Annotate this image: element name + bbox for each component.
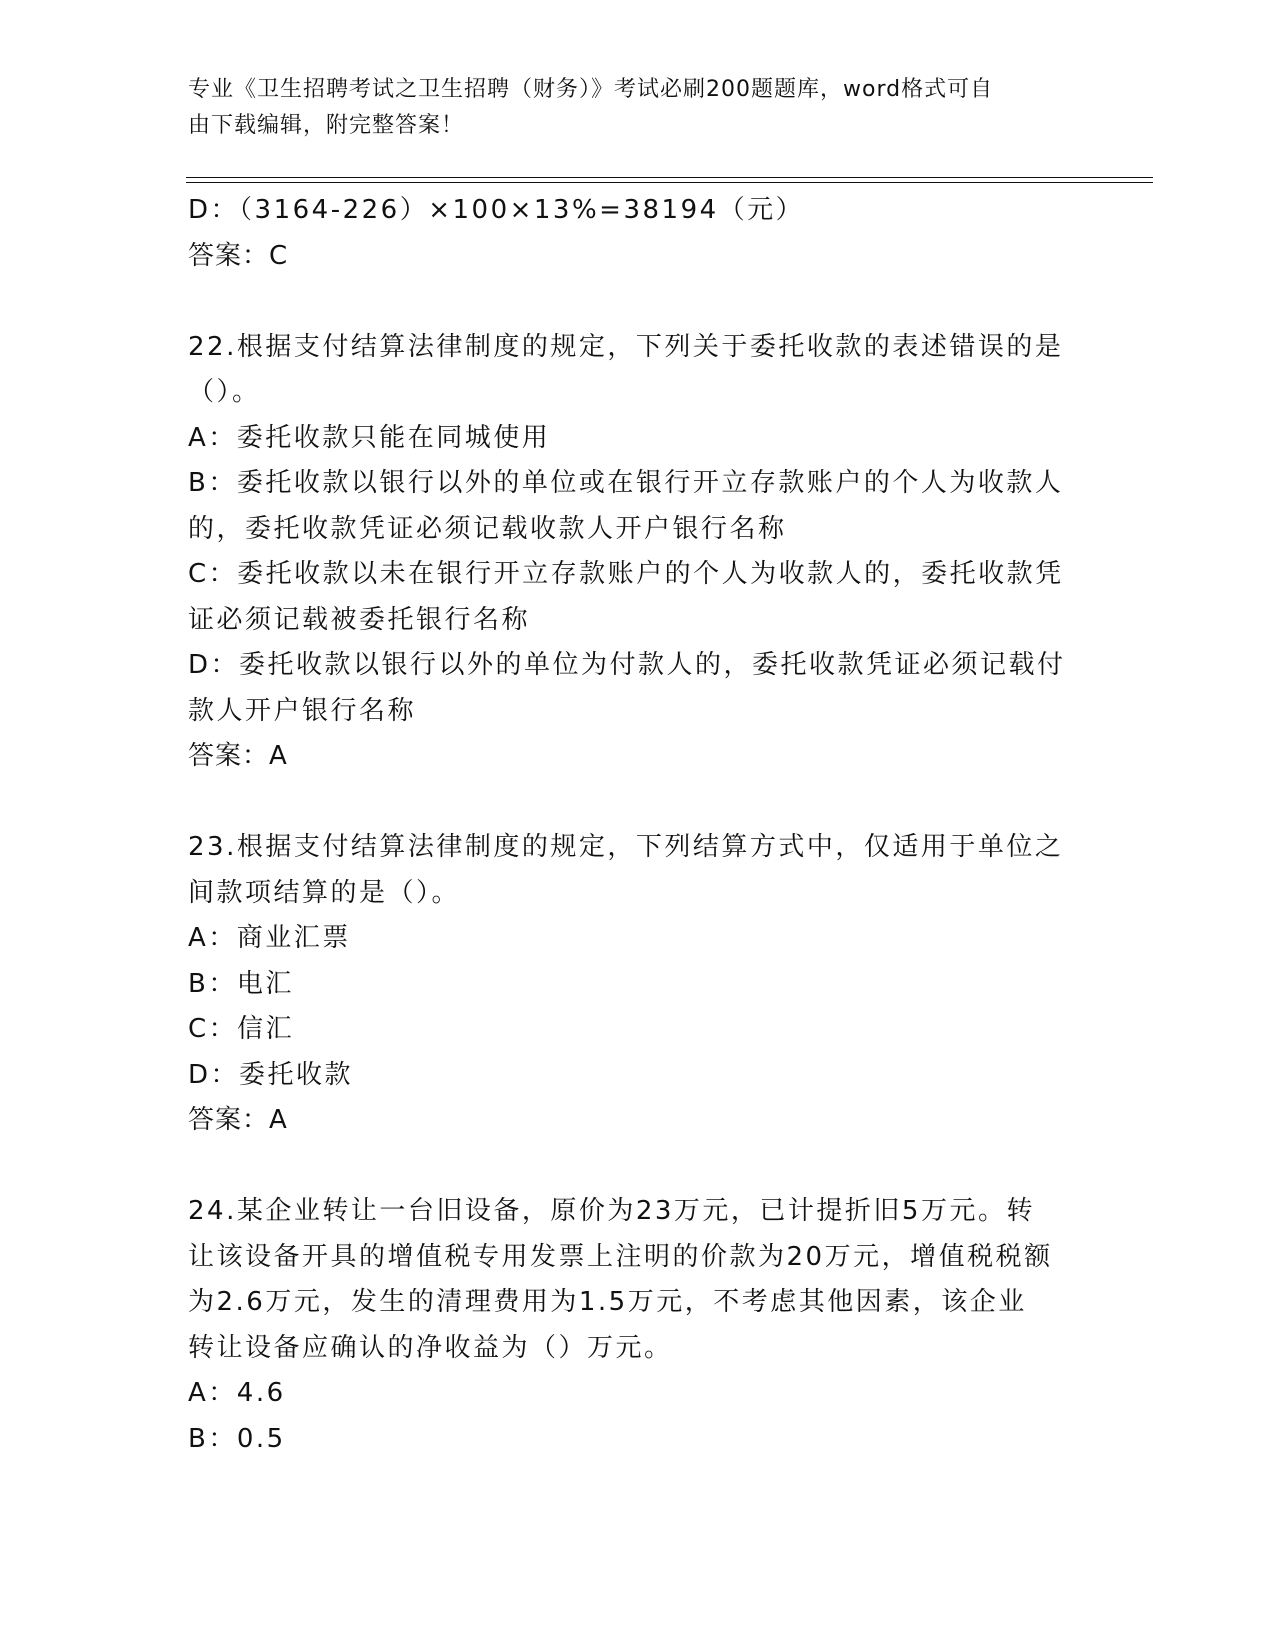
question-stem: 间款项结算的是（）。 [188, 877, 461, 908]
option-b-continued: 的，委托收款凭证必须记载收款人开户银行名称 [188, 513, 787, 544]
option-c: C：信汇 [188, 1014, 295, 1044]
option-c-continued: 证必须记载被委托银行名称 [188, 604, 531, 635]
question-23 [188, 825, 1068, 1144]
option-c: C：委托收款以未在银行开立存款账户的个人为收款人的，委托收款凭 [188, 559, 1064, 589]
option-b: B：0.5 [188, 1423, 286, 1454]
option-a: A：4.6 [188, 1378, 286, 1408]
question-stem: 让该设备开具的增值税专用发票上注明的价款为20万元，增值税税额 [188, 1241, 1053, 1272]
option-d: D：（3164-226）×100×13%=38194（元） [188, 195, 805, 225]
question-22 [188, 325, 1068, 780]
spacer [188, 1144, 1068, 1190]
question-stem: 转让设备应确认的净收益为（）万元。 [188, 1332, 673, 1363]
question-stem: （）。 [188, 377, 261, 407]
option-b: B：委托收款以银行以外的单位或在银行开立存款账户的个人为收款人 [188, 468, 1064, 498]
option-d: D：委托收款 [188, 1059, 354, 1090]
option-b: B：电汇 [188, 968, 294, 999]
question-content [188, 188, 1068, 1462]
question-stem: 22.根据支付结算法律制度的规定，下列关于委托收款的表述错误的是 [188, 331, 1064, 362]
header-line-1: 专业《卫生招聘考试之卫生招聘（财务）》考试必刷200题题库，word格式可自 [188, 77, 994, 102]
answer-line: 答案：A [188, 741, 288, 771]
page-header [188, 72, 1088, 144]
header-rule-bottom [186, 182, 1153, 183]
option-d: D：委托收款以银行以外的单位为付款人的，委托收款凭证必须记载付 [188, 650, 1066, 680]
question-24 [188, 1189, 1068, 1462]
answer-line: 答案：C [188, 240, 289, 271]
header-rule-top [186, 177, 1153, 178]
question-stem: 23.根据支付结算法律制度的规定，下列结算方式中，仅适用于单位之 [188, 832, 1064, 862]
answer-line: 答案：A [188, 1105, 288, 1135]
previous-question-tail [188, 188, 1068, 279]
question-stem: 24.某企业转让一台旧设备，原价为23万元，已计提折旧5万元。转 [188, 1196, 1035, 1226]
option-d-continued: 款人开户银行名称 [188, 695, 417, 726]
option-a: A：商业汇票 [188, 923, 351, 953]
question-stem: 为2.6万元，发生的清理费用为1.5万元，不考虑其他因素，该企业 [188, 1287, 1027, 1317]
spacer [188, 279, 1068, 325]
header-line-2: 由下载编辑，附完整答案！ [188, 113, 465, 138]
option-a: A：委托收款只能在同城使用 [188, 422, 551, 453]
spacer [188, 780, 1068, 826]
